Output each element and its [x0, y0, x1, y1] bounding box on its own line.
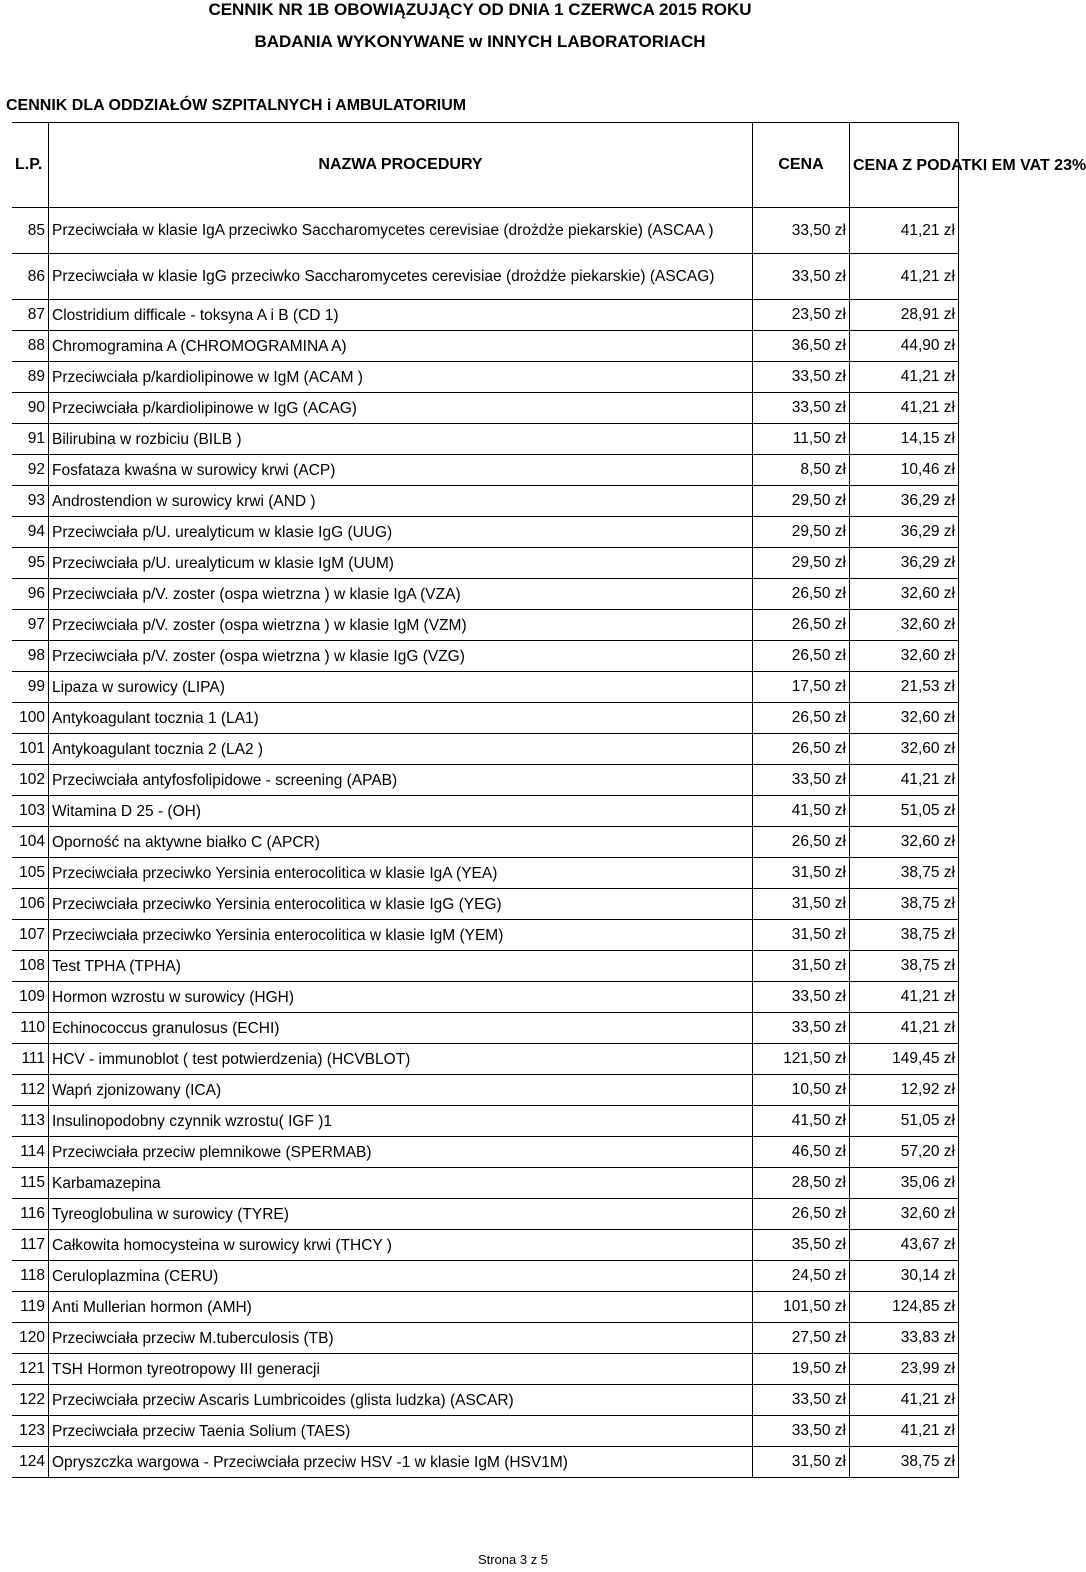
row-lp: 95 [12, 548, 49, 579]
row-name: TSH Hormon tyreotropowy III generacji [49, 1354, 753, 1385]
row-price: 23,50 zł [753, 300, 850, 331]
table-header-row [12, 123, 959, 208]
row-lp: 115 [12, 1168, 49, 1199]
row-price-vat: 36,29 zł [850, 517, 959, 548]
row-price: 31,50 zł [753, 858, 850, 889]
row-lp: 85 [12, 208, 49, 254]
document-title: CENNIK NR 1B OBOWIĄZUJĄCY OD DNIA 1 CZERWCA 2015 ROKU [208, 0, 752, 19]
row-lp: 101 [12, 734, 49, 765]
table-row [12, 1292, 959, 1323]
row-price: 31,50 zł [753, 889, 850, 920]
row-name: HCV - immunoblot ( test potwierdzenia) (HCVBLOT) [49, 1044, 753, 1075]
table-row [12, 889, 959, 920]
row-price-vat: 41,21 zł [850, 1013, 959, 1044]
row-lp: 96 [12, 579, 49, 610]
row-lp: 89 [12, 362, 49, 393]
table-row [12, 827, 959, 858]
row-lp: 107 [12, 920, 49, 951]
table-row [12, 548, 959, 579]
row-price: 33,50 zł [753, 362, 850, 393]
table-row [12, 579, 959, 610]
row-lp: 93 [12, 486, 49, 517]
row-name: Przeciwciała p/U. urealyticum w klasie IgM (UUM) [49, 548, 753, 579]
row-price: 29,50 zł [753, 486, 850, 517]
row-name: Witamina D 25 - (OH) [49, 796, 753, 827]
row-lp: 111 [12, 1044, 49, 1075]
row-price: 26,50 zł [753, 1199, 850, 1230]
row-price: 28,50 zł [753, 1168, 850, 1199]
table-row [12, 517, 959, 548]
row-price: 33,50 zł [753, 765, 850, 796]
row-lp: 113 [12, 1106, 49, 1137]
row-lp: 91 [12, 424, 49, 455]
row-price-vat: 41,21 zł [850, 254, 959, 300]
row-price-vat: 38,75 zł [850, 1447, 959, 1478]
row-price: 41,50 zł [753, 1106, 850, 1137]
section-heading: CENNIK DLA ODDZIAŁÓW SZPITALNYCH i AMBULATORIUM [6, 97, 467, 114]
row-price: 101,50 zł [753, 1292, 850, 1323]
row-name: Przeciwciała przeciw plemnikowe (SPERMAB) [49, 1137, 753, 1168]
row-price: 26,50 zł [753, 610, 850, 641]
row-lp: 112 [12, 1075, 49, 1106]
row-name: Przeciwciała p/U. urealyticum w klasie IgG (UUG) [49, 517, 753, 548]
row-price-vat: 32,60 zł [850, 610, 959, 641]
row-lp: 103 [12, 796, 49, 827]
row-name: Przeciwciała przeciw M.tuberculosis (TB) [49, 1323, 753, 1354]
row-name: Przeciwciała przeciwko Yersinia enterocolitica w klasie IgM (YEM) [49, 920, 753, 951]
row-price: 26,50 zł [753, 827, 850, 858]
row-name: Przeciwciała p/V. zoster (ospa wietrzna ) w klasie IgG (VZG) [49, 641, 753, 672]
row-name: Przeciwciała p/kardiolipinowe w IgG (ACAG) [49, 393, 753, 424]
table-row [12, 796, 959, 827]
row-price-vat: 44,90 zł [850, 331, 959, 362]
table-row [12, 424, 959, 455]
row-lp: 110 [12, 1013, 49, 1044]
row-price: 33,50 zł [753, 1013, 850, 1044]
table-row [12, 300, 959, 331]
row-name: Tyreoglobulina w surowicy (TYRE) [49, 1199, 753, 1230]
row-price: 33,50 zł [753, 208, 850, 254]
row-price: 26,50 zł [753, 734, 850, 765]
row-price: 121,50 zł [753, 1044, 850, 1075]
table-row [12, 920, 959, 951]
table-row [12, 455, 959, 486]
row-name: Chromogramina A (CHROMOGRAMINA A) [49, 331, 753, 362]
row-price-vat: 41,21 zł [850, 982, 959, 1013]
row-lp: 114 [12, 1137, 49, 1168]
row-price: 27,50 zł [753, 1323, 850, 1354]
row-lp: 122 [12, 1385, 49, 1416]
row-price-vat: 36,29 zł [850, 486, 959, 517]
row-price-vat: 21,53 zł [850, 672, 959, 703]
table-row [12, 1385, 959, 1416]
row-price-vat: 33,83 zł [850, 1323, 959, 1354]
row-price: 31,50 zł [753, 920, 850, 951]
row-price: 29,50 zł [753, 548, 850, 579]
row-price: 24,50 zł [753, 1261, 850, 1292]
row-name: Przeciwciała przeciwko Yersinia enterocolitica w klasie IgA (YEA) [49, 858, 753, 889]
row-price-vat: 23,99 zł [850, 1354, 959, 1385]
table-row [12, 982, 959, 1013]
row-lp: 124 [12, 1447, 49, 1478]
row-price-vat: 32,60 zł [850, 579, 959, 610]
row-lp: 97 [12, 610, 49, 641]
row-name: Wapń zjonizowany (ICA) [49, 1075, 753, 1106]
row-name: Opryszczka wargowa - Przeciwciała przeciw HSV -1 w klasie IgM (HSV1M) [49, 1447, 753, 1478]
row-name: Przeciwciała p/V. zoster (ospa wietrzna ) w klasie IgA (VZA) [49, 579, 753, 610]
row-price-vat: 43,67 zł [850, 1230, 959, 1261]
row-price: 8,50 zł [753, 455, 850, 486]
row-price: 26,50 zł [753, 579, 850, 610]
column-header-lp: L.P. [12, 123, 49, 208]
row-price-vat: 28,91 zł [850, 300, 959, 331]
row-name: Przeciwciała przeciw Ascaris Lumbricoides (glista ludzka) (ASCAR) [49, 1385, 753, 1416]
row-price-vat: 32,60 zł [850, 641, 959, 672]
row-price-vat: 41,21 zł [850, 765, 959, 796]
row-price: 29,50 zł [753, 517, 850, 548]
row-name: Test TPHA (TPHA) [49, 951, 753, 982]
row-lp: 117 [12, 1230, 49, 1261]
table-row [12, 1354, 959, 1385]
row-price-vat: 32,60 zł [850, 703, 959, 734]
column-header-price-vat: CENA Z PODATKI EM VAT 23% [850, 123, 959, 208]
row-name: Przeciwciała p/kardiolipinowe w IgM (ACAM ) [49, 362, 753, 393]
row-lp: 105 [12, 858, 49, 889]
row-price: 36,50 zł [753, 331, 850, 362]
column-header-name: NAZWA PROCEDURY [49, 123, 753, 208]
row-lp: 99 [12, 672, 49, 703]
row-lp: 106 [12, 889, 49, 920]
row-price-vat: 38,75 zł [850, 920, 959, 951]
row-price-vat: 38,75 zł [850, 889, 959, 920]
row-price-vat: 51,05 zł [850, 1106, 959, 1137]
row-price-vat: 149,45 zł [850, 1044, 959, 1075]
table-row [12, 393, 959, 424]
row-name: Przeciwciała przeciw Taenia Solium (TAES) [49, 1416, 753, 1447]
row-price: 46,50 zł [753, 1137, 850, 1168]
table-row [12, 1013, 959, 1044]
row-price-vat: 41,21 zł [850, 208, 959, 254]
row-name: Antykoagulant tocznia 1 (LA1) [49, 703, 753, 734]
row-price: 33,50 zł [753, 254, 850, 300]
table-row [12, 254, 959, 300]
table-row [12, 641, 959, 672]
row-name: Anti Mullerian hormon (AMH) [49, 1292, 753, 1323]
table-row [12, 951, 959, 982]
row-price: 41,50 zł [753, 796, 850, 827]
row-price: 17,50 zł [753, 672, 850, 703]
row-price-vat: 38,75 zł [850, 951, 959, 982]
table-row [12, 1261, 959, 1292]
row-lp: 86 [12, 254, 49, 300]
row-lp: 123 [12, 1416, 49, 1447]
row-price: 33,50 zł [753, 1416, 850, 1447]
row-name: Antykoagulant tocznia 2 (LA2 ) [49, 734, 753, 765]
row-name: Ceruloplazmina (CERU) [49, 1261, 753, 1292]
row-name: Bilirubina w rozbiciu (BILB ) [49, 424, 753, 455]
table-body [12, 208, 959, 1478]
row-price: 33,50 zł [753, 393, 850, 424]
table-row [12, 1106, 959, 1137]
row-name: Przeciwciała antyfosfolipidowe - screening (APAB) [49, 765, 753, 796]
row-name: Echinococcus granulosus (ECHI) [49, 1013, 753, 1044]
column-header-price: CENA [753, 123, 850, 208]
row-name: Przeciwciała w klasie IgA przeciwko Saccharomycetes cerevisiae (drożdże piekarskie) (ASCAA ) [49, 208, 753, 254]
row-price: 11,50 zł [753, 424, 850, 455]
row-price-vat: 41,21 zł [850, 1416, 959, 1447]
row-lp: 108 [12, 951, 49, 982]
row-name: Hormon wzrostu w surowicy (HGH) [49, 982, 753, 1013]
table-row [12, 734, 959, 765]
row-price: 31,50 zł [753, 1447, 850, 1478]
table-row [12, 1230, 959, 1261]
row-price: 26,50 zł [753, 703, 850, 734]
row-name: Androstendion w surowicy krwi (AND ) [49, 486, 753, 517]
row-price-vat: 41,21 zł [850, 393, 959, 424]
table-row [12, 610, 959, 641]
row-price: 26,50 zł [753, 641, 850, 672]
row-price: 10,50 zł [753, 1075, 850, 1106]
row-lp: 92 [12, 455, 49, 486]
row-price-vat: 30,14 zł [850, 1261, 959, 1292]
table-row [12, 1199, 959, 1230]
row-name: Oporność na aktywne białko C (APCR) [49, 827, 753, 858]
table-row [12, 1137, 959, 1168]
row-lp: 94 [12, 517, 49, 548]
row-price-vat: 10,46 zł [850, 455, 959, 486]
row-price-vat: 12,92 zł [850, 1075, 959, 1106]
table-row [12, 1044, 959, 1075]
row-name: Przeciwciała przeciwko Yersinia enterocolitica w klasie IgG (YEG) [49, 889, 753, 920]
table-row [12, 362, 959, 393]
table-row [12, 1447, 959, 1478]
row-lp: 116 [12, 1199, 49, 1230]
row-price-vat: 57,20 zł [850, 1137, 959, 1168]
table-row [12, 1323, 959, 1354]
table-row [12, 486, 959, 517]
row-price-vat: 32,60 zł [850, 1199, 959, 1230]
row-price-vat: 35,06 zł [850, 1168, 959, 1199]
table-row [12, 1168, 959, 1199]
table-row [12, 208, 959, 254]
row-lp: 121 [12, 1354, 49, 1385]
row-lp: 100 [12, 703, 49, 734]
price-table [12, 122, 1086, 1478]
row-lp: 88 [12, 331, 49, 362]
row-lp: 102 [12, 765, 49, 796]
table-row [12, 331, 959, 362]
table-row [12, 765, 959, 796]
table-row [12, 1075, 959, 1106]
row-lp: 118 [12, 1261, 49, 1292]
row-price: 31,50 zł [753, 951, 850, 982]
row-lp: 119 [12, 1292, 49, 1323]
row-name: Całkowita homocysteina w surowicy krwi (THCY ) [49, 1230, 753, 1261]
row-lp: 90 [12, 393, 49, 424]
row-name: Karbamazepina [49, 1168, 753, 1199]
row-price-vat: 32,60 zł [850, 827, 959, 858]
row-name: Przeciwciała p/V. zoster (ospa wietrzna ) w klasie IgM (VZM) [49, 610, 753, 641]
table-row [12, 858, 959, 889]
row-price: 33,50 zł [753, 1385, 850, 1416]
row-name: Insulinopodobny czynnik wzrostu( IGF )1 [49, 1106, 753, 1137]
row-price-vat: 36,29 zł [850, 548, 959, 579]
row-lp: 98 [12, 641, 49, 672]
row-price: 35,50 zł [753, 1230, 850, 1261]
row-lp: 104 [12, 827, 49, 858]
table-row [12, 703, 959, 734]
row-price-vat: 14,15 zł [850, 424, 959, 455]
row-lp: 109 [12, 982, 49, 1013]
row-price: 19,50 zł [753, 1354, 850, 1385]
row-lp: 120 [12, 1323, 49, 1354]
table-row [12, 1416, 959, 1447]
row-price-vat: 32,60 zł [850, 734, 959, 765]
row-name: Fosfataza kwaśna w surowicy krwi (ACP) [49, 455, 753, 486]
page-number: Strona 3 z 5 [477, 1552, 549, 1567]
row-price-vat: 41,21 zł [850, 362, 959, 393]
row-name: Clostridium difficale - toksyna A i B (CD 1) [49, 300, 753, 331]
row-price-vat: 51,05 zł [850, 796, 959, 827]
row-name: Przeciwciała w klasie IgG przeciwko Saccharomycetes cerevisiae (drożdże piekarskie) (ASCAG) [49, 254, 753, 300]
table-row [12, 672, 959, 703]
row-lp: 87 [12, 300, 49, 331]
document-subtitle: BADANIA WYKONYWANE w INNYCH LABORATORIACH [254, 32, 706, 51]
row-price-vat: 38,75 zł [850, 858, 959, 889]
row-price-vat: 41,21 zł [850, 1385, 959, 1416]
row-price: 33,50 zł [753, 982, 850, 1013]
row-price-vat: 124,85 zł [850, 1292, 959, 1323]
row-name: Lipaza w surowicy (LIPA) [49, 672, 753, 703]
